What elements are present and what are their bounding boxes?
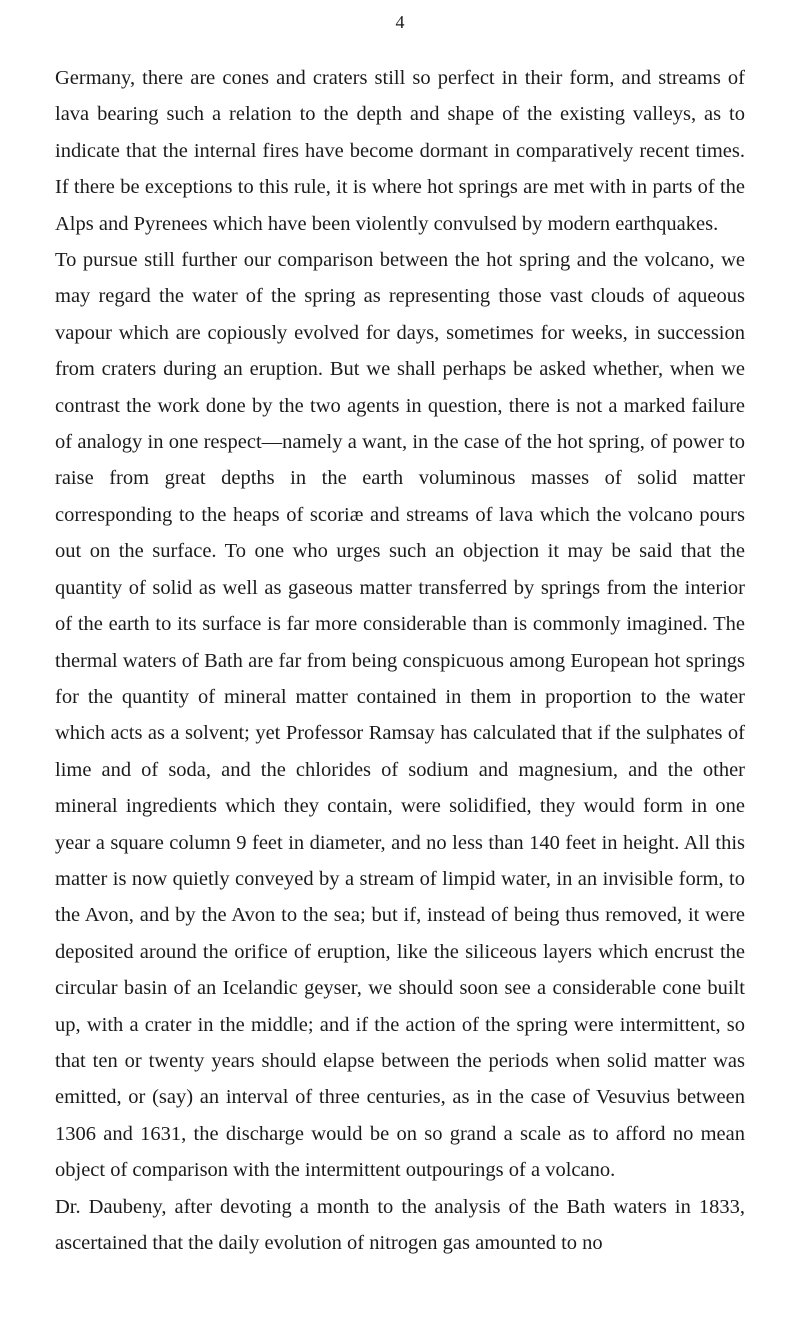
paragraph-1: Germany, there are cones and craters still so perfect in their form, and streams of lava bearing such a relation to the depth and shape of the existing valleys, as to indicate that the internal fires have become dormant in comparatively recent times. If there be exceptions to this rule, it is where hot springs are met with in parts of the Alps and Pyrenees which have been violently convulsed by modern earthquakes. [55,67,745,235]
paragraph-3: Dr. Daubeny, after devoting a month to the analysis of the Bath waters in 1833, ascertained that the daily evolution of nitrogen gas amounted to no [55,1195,745,1254]
paragraph-2: To pursue still further our comparison between the hot spring and the volcano, we may regard the water of the spring as representing those vast clouds of aqueous vapour which are copiously evolved for days, sometimes for weeks, in succession from craters during an eruption. But we shall perhaps be asked whether, when we contrast the work done by the two agents in question, there is not a marked failure of analogy in one respect—namely a want, in the case of the hot spring, of power to raise from great depths in the earth voluminous masses of solid matter corresponding to the heaps of scoriæ and streams of lava which the volcano pours out on the surface. To one who urges such an objection it may be said that the quantity of solid as well as gaseous matter transferred by springs from the interior of the earth to its surface is far more considerable than is commonly imagined. The thermal waters of Bath are far from being conspicuous among European hot springs for the quantity of mineral matter contained in them in proportion to the water which acts as a solvent; yet Professor Ramsay has calculated that if the sulphates of lime and of soda, and the chlorides of sodium and magnesium, and the other mineral ingredients which they contain, were solidified, they would form in one year a square column 9 feet in diameter, and no less than 140 feet in height. All this matter is now quietly conveyed by a stream of limpid water, in an invisible form, to the Avon, and by the Avon to the sea; but if, instead of being thus removed, it were deposited around the orifice of eruption, like the siliceous layers which encrust the circular basin of an Icelandic geyser, we should soon see a considerable cone built up, with a crater in the middle; and if the action of the spring were intermittent, so that ten or twenty years should elapse between the periods when solid matter was emitted, or (say) an interval of three centuries, as in the case of Vesuvius between 1306 and 1631, the discharge would be on so grand a scale as to afford no mean object of comparison with the intermittent outpourings of a volcano. [55,249,745,1182]
body-text [55,60,745,1261]
page-number: 4 [395,12,405,32]
